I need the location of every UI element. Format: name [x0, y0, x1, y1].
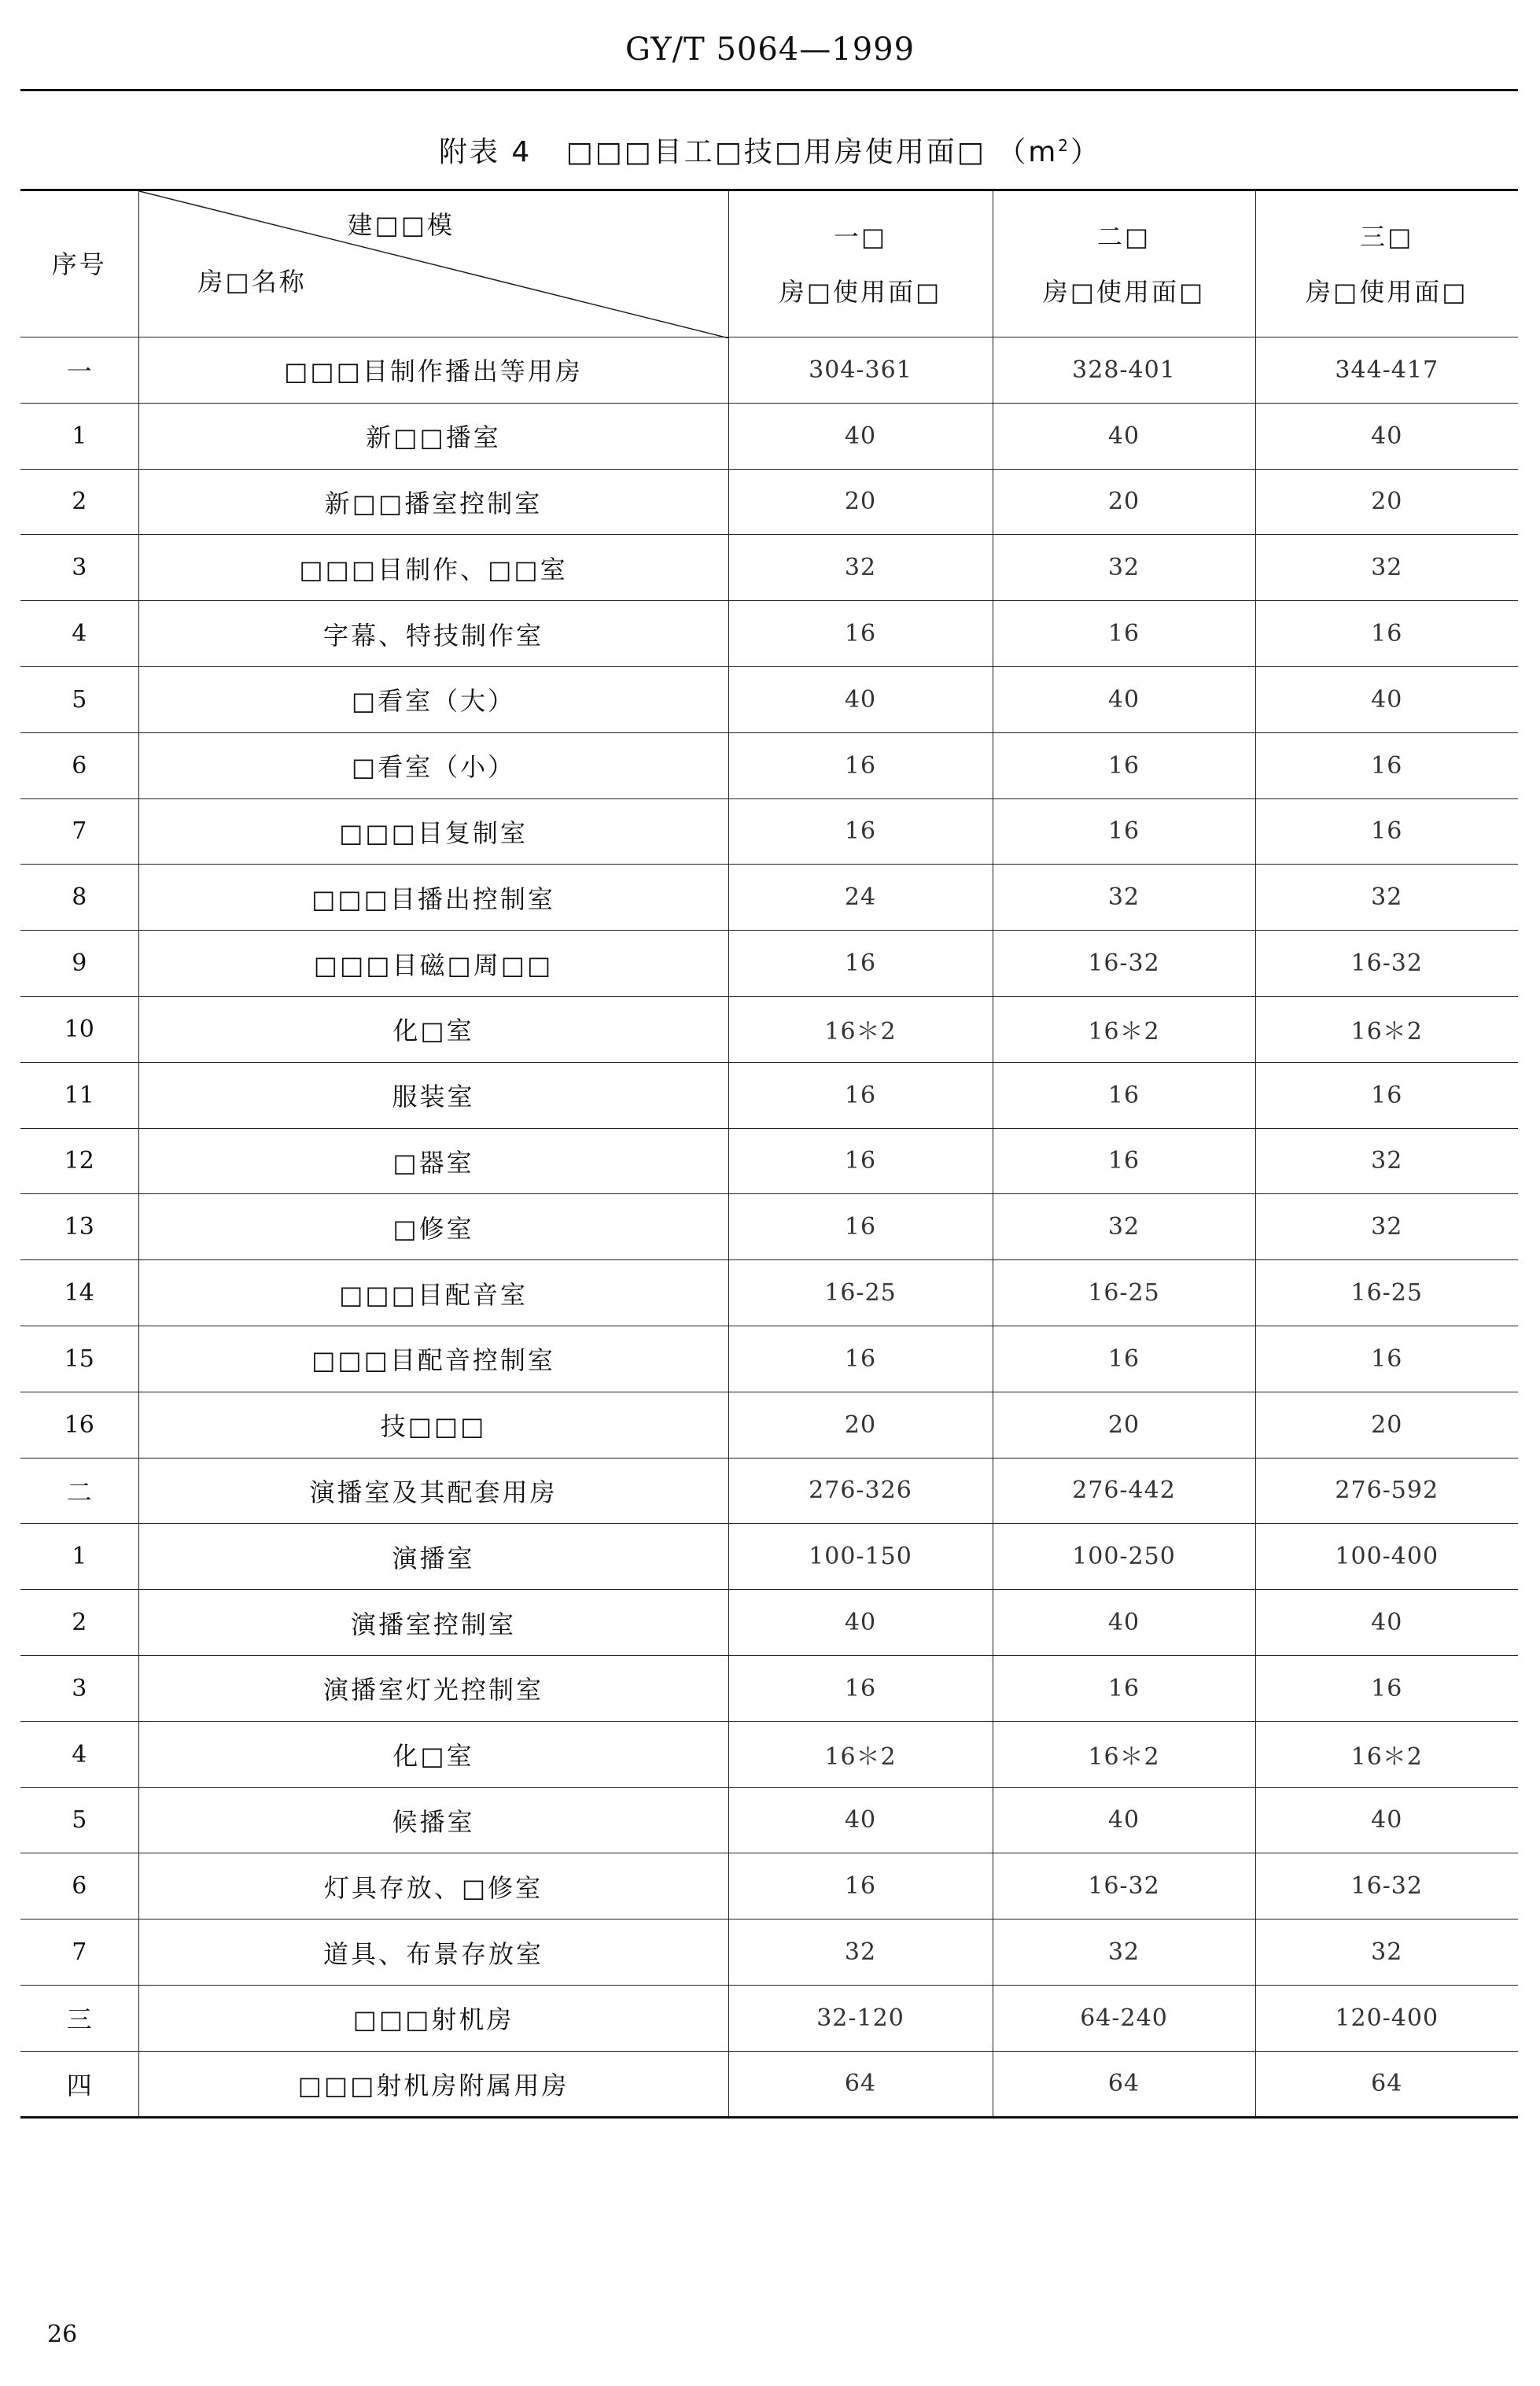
row-level-1-area: 16: [728, 601, 993, 667]
row-level-1-area: 40: [728, 1787, 993, 1853]
row-level-2-area: 32: [993, 865, 1255, 931]
row-level-3-area: 344-417: [1255, 337, 1518, 404]
row-level-2-area: 32: [993, 1194, 1255, 1260]
row-level-1-area: 16: [728, 1194, 993, 1260]
row-room-name: □□□目制作播出等用房: [138, 337, 728, 404]
table-row: [20, 1392, 1518, 1458]
row-level-3-area: 32: [1255, 1128, 1518, 1194]
level-3-sub: 房□使用面□: [1306, 276, 1468, 307]
row-level-2-area: 32: [993, 1919, 1255, 1986]
row-level-2-area: 276-442: [993, 1458, 1255, 1524]
row-level-1-area: 16-25: [728, 1260, 993, 1326]
row-level-3-area: 40: [1255, 1590, 1518, 1656]
row-level-2-area: 16: [993, 1062, 1255, 1128]
row-seq: 7: [20, 798, 138, 865]
row-level-3-area: 32: [1255, 1194, 1518, 1260]
row-seq: 6: [20, 1853, 138, 1919]
row-level-2-area: 40: [993, 403, 1255, 469]
row-level-2-area: 16: [993, 1128, 1255, 1194]
row-level-2-area: 16: [993, 732, 1255, 798]
header-level-2: [993, 190, 1255, 337]
row-level-3-area: 16: [1255, 1655, 1518, 1721]
row-room-name: □□□目复制室: [138, 798, 728, 865]
row-seq: 二: [20, 1458, 138, 1524]
row-level-1-area: 20: [728, 469, 993, 535]
row-level-2-area: 100-250: [993, 1524, 1255, 1590]
row-level-3-area: 16: [1255, 732, 1518, 798]
header-scale-label: 建□□模: [347, 210, 455, 240]
row-level-1-area: 304-361: [728, 337, 993, 404]
table-row: [20, 996, 1518, 1062]
row-room-name: 演播室及其配套用房: [138, 1458, 728, 1524]
row-seq: 8: [20, 865, 138, 931]
row-level-3-area: 16-25: [1255, 1260, 1518, 1326]
row-room-name: 服装室: [138, 1062, 728, 1128]
header-diagonal-cell: [138, 190, 728, 337]
table-row: [20, 1787, 1518, 1853]
row-level-2-area: 32: [993, 535, 1255, 601]
row-room-name: 化□室: [138, 996, 728, 1062]
table-row: [20, 1655, 1518, 1721]
row-level-2-area: 16: [993, 1326, 1255, 1392]
row-seq: 2: [20, 469, 138, 535]
row-room-name: □□□射机房: [138, 1985, 728, 2051]
row-level-3-area: 40: [1255, 1787, 1518, 1853]
row-room-name: □□□目磁□周□□: [138, 931, 728, 997]
table-header-row: [20, 190, 1518, 337]
room-area-table: [20, 189, 1518, 2119]
row-level-2-area: 16-25: [993, 1260, 1255, 1326]
row-level-1-area: 32-120: [728, 1985, 993, 2051]
row-seq: 10: [20, 996, 138, 1062]
row-room-name: □看室（大）: [138, 666, 728, 732]
caption-unit-superscript: 2: [1058, 136, 1071, 155]
row-level-2-area: 20: [993, 1392, 1255, 1458]
row-level-3-area: 16: [1255, 601, 1518, 667]
table-row: [20, 601, 1518, 667]
row-room-name: □器室: [138, 1128, 728, 1194]
row-level-1-area: 16: [728, 1655, 993, 1721]
row-level-3-area: 40: [1255, 403, 1518, 469]
table-row: [20, 1524, 1518, 1590]
table-row: [20, 1062, 1518, 1128]
table-row: [20, 535, 1518, 601]
row-seq: 7: [20, 1919, 138, 1986]
header-seq-label: 序号: [51, 249, 107, 279]
row-level-3-area: 16: [1255, 798, 1518, 865]
row-level-1-area: 40: [728, 1590, 993, 1656]
row-level-2-area: 16: [993, 798, 1255, 865]
row-level-1-area: 16: [728, 1128, 993, 1194]
row-level-3-area: 20: [1255, 469, 1518, 535]
row-room-name: 新□□播室: [138, 403, 728, 469]
level-1-sub: 房□使用面□: [779, 276, 942, 307]
table-row: [20, 469, 1518, 535]
row-seq: 4: [20, 601, 138, 667]
row-seq: 6: [20, 732, 138, 798]
row-level-2-area: 16＊2: [993, 996, 1255, 1062]
row-level-3-area: 276-592: [1255, 1458, 1518, 1524]
row-level-3-area: 16＊2: [1255, 996, 1518, 1062]
header-seq: [20, 190, 138, 337]
row-level-1-area: 16: [728, 798, 993, 865]
row-level-3-area: 32: [1255, 535, 1518, 601]
row-level-3-area: 64: [1255, 2051, 1518, 2117]
row-level-1-area: 40: [728, 403, 993, 469]
row-level-1-area: 16: [728, 732, 993, 798]
table-row: [20, 1326, 1518, 1392]
row-level-1-area: 20: [728, 1392, 993, 1458]
row-seq: 一: [20, 337, 138, 404]
level-2-label: 二□: [1096, 221, 1151, 252]
header-rule: [20, 89, 1518, 91]
row-room-name: 演播室控制室: [138, 1590, 728, 1656]
header-level-3: [1255, 190, 1518, 337]
row-level-2-area: 328-401: [993, 337, 1255, 404]
row-level-3-area: 20: [1255, 1392, 1518, 1458]
row-level-1-area: 32: [728, 1919, 993, 1986]
row-room-name: 灯具存放、□修室: [138, 1853, 728, 1919]
row-level-1-area: 100-150: [728, 1524, 993, 1590]
row-level-1-area: 16: [728, 1326, 993, 1392]
row-seq: 5: [20, 1787, 138, 1853]
row-level-2-area: 16-32: [993, 931, 1255, 997]
table-row: [20, 865, 1518, 931]
caption-title: □□□目工□技□用房使用面□: [566, 136, 986, 168]
row-level-1-area: 24: [728, 865, 993, 931]
row-level-2-area: 16: [993, 1655, 1255, 1721]
caption-unit-close: ）: [1070, 136, 1102, 168]
row-room-name: □□□目配音室: [138, 1260, 728, 1326]
row-level-2-area: 16＊2: [993, 1721, 1255, 1787]
level-1-label: 一□: [833, 221, 888, 252]
row-room-name: □□□目制作、□□室: [138, 535, 728, 601]
row-seq: 16: [20, 1392, 138, 1458]
row-room-name: 技□□□: [138, 1392, 728, 1458]
row-level-1-area: 16: [728, 1853, 993, 1919]
table-row: [20, 1194, 1518, 1260]
header-level-1: [728, 190, 993, 337]
caption-unit: （m: [997, 136, 1059, 168]
row-level-2-area: 40: [993, 1590, 1255, 1656]
row-room-name: 演播室灯光控制室: [138, 1655, 728, 1721]
row-room-name: 字幕、特技制作室: [138, 601, 728, 667]
row-level-2-area: 16: [993, 601, 1255, 667]
row-level-3-area: 16-32: [1255, 1853, 1518, 1919]
row-seq: 4: [20, 1721, 138, 1787]
row-level-3-area: 16: [1255, 1062, 1518, 1128]
standard-code-header: GY/T 5064—1999: [624, 31, 916, 68]
level-3-label: 三□: [1360, 221, 1414, 252]
row-seq: 11: [20, 1062, 138, 1128]
row-room-name: □□□射机房附属用房: [138, 2051, 728, 2117]
row-room-name: 道具、布景存放室: [138, 1919, 728, 1986]
row-seq: 14: [20, 1260, 138, 1326]
row-level-2-area: 40: [993, 1787, 1255, 1853]
table-row: [20, 666, 1518, 732]
row-seq: 四: [20, 2051, 138, 2117]
table-row: [20, 1260, 1518, 1326]
row-level-1-area: 276-326: [728, 1458, 993, 1524]
table-row: [20, 1458, 1518, 1524]
page-number: 26: [47, 2321, 78, 2348]
table-row: [20, 798, 1518, 865]
caption-label: 附表 4: [438, 136, 532, 168]
row-level-1-area: 40: [728, 666, 993, 732]
row-level-3-area: 16: [1255, 1326, 1518, 1392]
row-seq: 1: [20, 1524, 138, 1590]
row-seq: 12: [20, 1128, 138, 1194]
row-level-1-area: 16＊2: [728, 1721, 993, 1787]
table-row: [20, 2051, 1518, 2117]
table-row: [20, 1853, 1518, 1919]
table-row: [20, 1985, 1518, 2051]
row-room-name: □看室（小）: [138, 732, 728, 798]
row-room-name: 演播室: [138, 1524, 728, 1590]
row-seq: 13: [20, 1194, 138, 1260]
table-row: [20, 931, 1518, 997]
row-level-2-area: 16-32: [993, 1853, 1255, 1919]
table-row: [20, 1590, 1518, 1656]
table-row: [20, 403, 1518, 469]
row-level-2-area: 40: [993, 666, 1255, 732]
row-seq: 15: [20, 1326, 138, 1392]
row-level-1-area: 16: [728, 1062, 993, 1128]
row-seq: 5: [20, 666, 138, 732]
row-room-name: 新□□播室控制室: [138, 469, 728, 535]
row-level-2-area: 20: [993, 469, 1255, 535]
row-seq: 1: [20, 403, 138, 469]
row-level-1-area: 64: [728, 2051, 993, 2117]
header-room-name-label: 房□名称: [197, 267, 307, 297]
table-caption: [0, 130, 1540, 170]
row-level-3-area: 120-400: [1255, 1985, 1518, 2051]
row-level-3-area: 100-400: [1255, 1524, 1518, 1590]
table-row: [20, 1919, 1518, 1986]
row-seq: 9: [20, 931, 138, 997]
row-room-name: □□□目配音控制室: [138, 1326, 728, 1392]
row-level-2-area: 64-240: [993, 1985, 1255, 2051]
row-seq: 3: [20, 1655, 138, 1721]
table-body: [20, 337, 1518, 2118]
row-room-name: □□□目播出控制室: [138, 865, 728, 931]
row-level-3-area: 16＊2: [1255, 1721, 1518, 1787]
table-row: [20, 337, 1518, 404]
row-seq: 2: [20, 1590, 138, 1656]
row-level-3-area: 32: [1255, 865, 1518, 931]
row-seq: 三: [20, 1985, 138, 2051]
row-level-3-area: 16-32: [1255, 931, 1518, 997]
row-level-1-area: 16＊2: [728, 996, 993, 1062]
row-level-1-area: 16: [728, 931, 993, 997]
row-level-1-area: 32: [728, 535, 993, 601]
row-level-3-area: 40: [1255, 666, 1518, 732]
row-seq: 3: [20, 535, 138, 601]
row-room-name: 候播室: [138, 1787, 728, 1853]
level-2-sub: 房□使用面□: [1042, 276, 1206, 307]
row-room-name: 化□室: [138, 1721, 728, 1787]
row-room-name: □修室: [138, 1194, 728, 1260]
row-level-3-area: 32: [1255, 1919, 1518, 1986]
table-row: [20, 1721, 1518, 1787]
row-level-2-area: 64: [993, 2051, 1255, 2117]
table-row: [20, 1128, 1518, 1194]
table-row: [20, 732, 1518, 798]
